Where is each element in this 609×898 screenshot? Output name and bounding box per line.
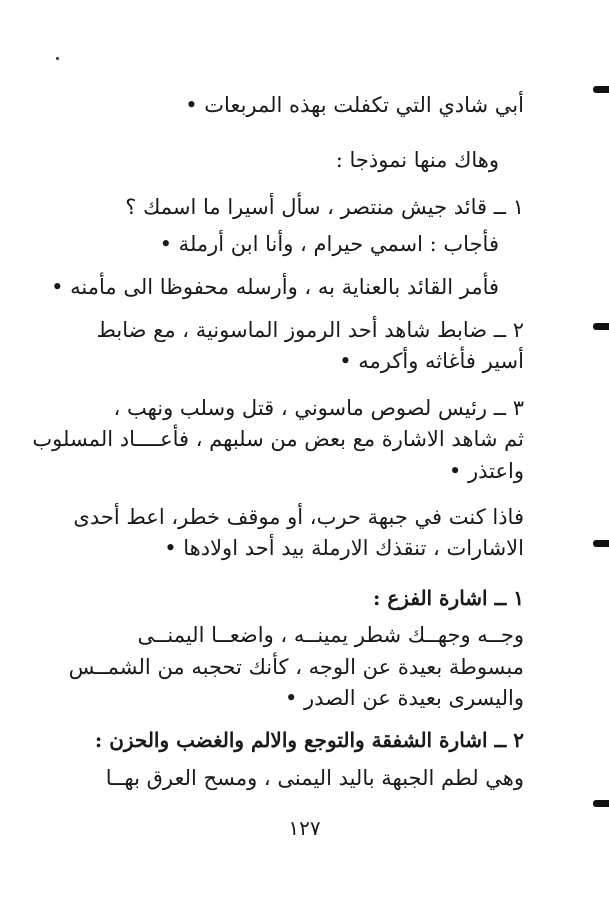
text-line: فأجاب : اسمي حيرام ، وأنا ابن أرملة • [159,232,499,256]
scan-edge-mark [593,323,609,330]
page-number: ١٢٧ [288,816,321,840]
section-heading: ١ ــ اشارة الفزع : [373,586,524,610]
text-line: وجــه وجهــك شطر يمينــه ، واضعــا اليمنــى [137,623,524,647]
scan-speck [56,57,59,60]
scan-edge-mark [593,800,609,807]
text-line: واعتذر • [448,459,524,483]
text-line: ١ ــ قائد جيش منتصر ، سأل أسيرا ما اسمك ؟ [125,195,524,219]
text-line: فأمر القائد بالعناية به ، وأرسله محفوظا الى مأمنه • [51,275,499,299]
text-line: أبي شادي التي تكفلت بهذه المربعات • [185,93,524,117]
text-line: وهاك منها نموذجا : [335,148,499,172]
text-line: وهي لطم الجبهة باليد اليمنى ، ومسح العرق بهــا [105,766,524,790]
text-line: ٢ ــ ضابط شاهد أحد الرموز الماسونية ، مع ضابط [96,318,524,342]
scan-edge-mark [593,86,609,93]
text-line: ٣ ــ رئيس لصوص ماسوني ، قتل وسلب ونهب ، [113,396,524,420]
text-line: أسير فأغاثه وأكرمه • [339,349,524,373]
text-line: واليسرى بعيدة عن الصدر • [284,686,524,710]
text-line: الاشارات ، تنقذك الارملة بيد أحد اولادها • [164,536,524,560]
text-line: فاذا كنت في جبهة حرب، أو موقف خطر، اعط أحدى [73,505,524,529]
section-heading: ٢ ــ اشارة الشفقة والتوجع والالم والغضب والحزن : [94,728,524,752]
scan-edge-mark [593,540,609,547]
text-line: ثم شاهد الاشارة مع بعض من سلبهم ، فأعــــاد المسلوب [32,427,524,451]
text-line: مبسوطة بعيدة عن الوجه ، كأنك تحجبه من الشمــس [68,655,524,679]
